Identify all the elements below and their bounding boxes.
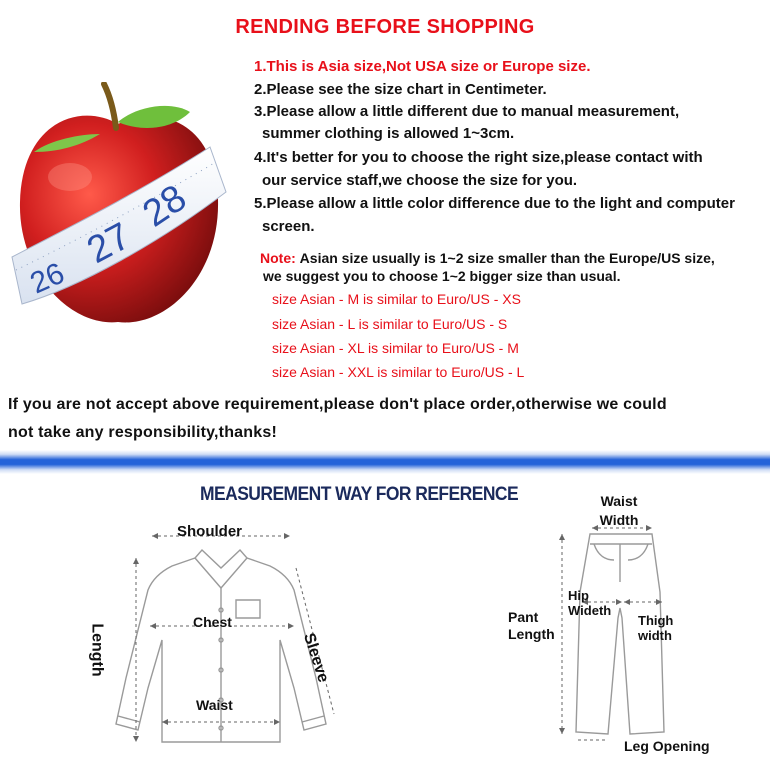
size-map-xl: size Asian - XL is similar to Euro/US - M <box>272 340 519 356</box>
size-map-m: size Asian - M is similar to Euro/US - XS <box>272 291 521 307</box>
note-text: Asian size usually is 1~2 size smaller than the Europe/US size, <box>299 250 715 266</box>
label-pant-length: Pant Length <box>508 609 555 642</box>
rule-3-cont: summer clothing is allowed 1~3cm. <box>262 125 515 142</box>
label-sleeve: Sleeve <box>299 631 332 685</box>
measurement-title: MEASUREMENT WAY FOR REFERENCE <box>200 484 519 505</box>
rule-5: 5.Please allow a little color difference due to the light and computer <box>254 195 735 212</box>
note-line-2: we suggest you to choose 1~2 bigger size than usual. <box>263 268 621 284</box>
tape-number: 28 <box>135 176 195 236</box>
rule-2: 2.Please see the size chart in Centimeter. <box>254 81 547 98</box>
warning-line-1: If you are not accept above requirement,please don't place order,otherwise we could <box>8 396 667 413</box>
rule-3: 3.Please allow a little different due to manual measurement, <box>254 103 680 120</box>
size-map-l: size Asian - L is similar to Euro/US - S <box>272 316 508 332</box>
label-length: Length <box>88 623 106 677</box>
tape-number: 26 <box>25 256 70 301</box>
note-line-1 <box>260 248 715 268</box>
apple-tape-image <box>0 82 240 337</box>
label-hip-width: Hip Wideth <box>568 588 612 618</box>
label-leg-opening: Leg Opening <box>624 738 710 754</box>
warning-line-2: not take any responsibility,thanks! <box>8 424 277 441</box>
rule-1: 1.This is Asia size,Not USA size or Europe size. <box>254 58 591 75</box>
section-divider-band <box>0 450 770 474</box>
label-thigh-width: Thigh width <box>638 613 674 643</box>
size-map-xxl: size Asian - XXL is similar to Euro/US - L <box>272 364 525 380</box>
label-shoulder: Shoulder <box>177 523 243 540</box>
note-label: Note: <box>260 250 296 266</box>
rule-4: 4.It's better for you to choose the right size,please contact with <box>254 149 703 166</box>
rule-4-cont: our service staff,we choose the size for you. <box>262 172 578 189</box>
label-waist: Waist <box>196 697 233 713</box>
page-title: RENDING BEFORE SHOPPING <box>235 16 535 38</box>
label-chest: Chest <box>193 614 232 630</box>
rule-5-cont: screen. <box>262 218 315 235</box>
tape-number: 27 <box>80 215 138 272</box>
label-waist-width: Waist Width <box>599 493 639 528</box>
